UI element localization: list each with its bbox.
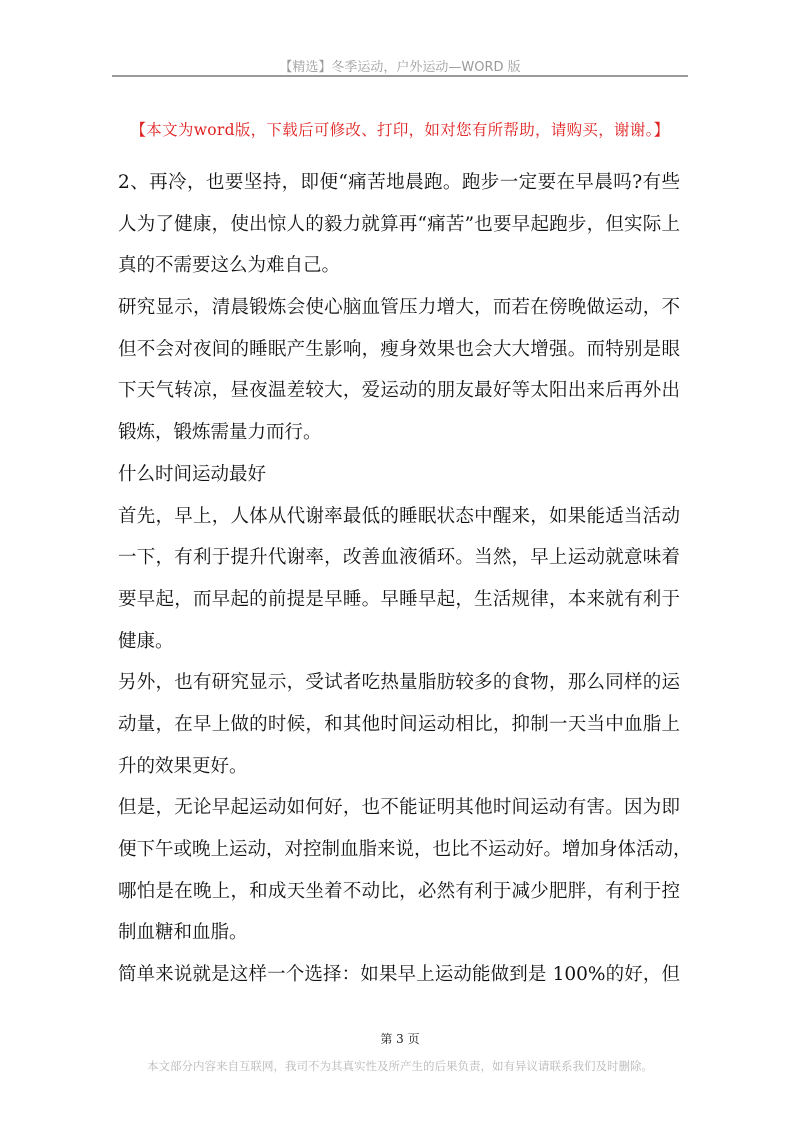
body-text-line: 一下，有利于提升代谢率，改善血液循环。当然，早上运动就意味着: [118, 547, 680, 569]
body-text-line: 健康。: [118, 630, 174, 652]
body-text-line: 动量，在早上做的时候，和其他时间运动相比，抑制一天当中血脂上: [118, 713, 680, 735]
body-text-line: 哪怕是在晚上，和成天坐着不动比，必然有利于减少肥胖，有利于控: [118, 880, 680, 902]
body-text-line: 便下午或晚上运动，对控制血脂来说，也比不运动好。增加身体活动，: [118, 839, 692, 860]
body-text-line: 但是，无论早起运动如何好，也不能证明其他时间运动有害。因为即: [118, 797, 680, 819]
body-text-line: 首先，早上，人体从代谢率最低的睡眠状态中醒来，如果能适当活动: [118, 505, 680, 527]
body-text-line: 人为了健康，使出惊人的毅力就算再“痛苦”也要早起跑步，但实际上: [118, 213, 680, 235]
body-text-line: 但不会对夜间的睡眠产生影响，瘦身效果也会大大增强。而特别是眼: [118, 338, 680, 360]
body-text-line: 真的不需要这么为难自己。: [118, 255, 341, 277]
body-text-line: 另外，也有研究显示，受试者吃热量脂肪较多的食物，那么同样的运: [118, 672, 680, 694]
body-text-line: 研究显示，清晨锻炼会使心脑血管压力增大，而若在傍晚做运动，不: [118, 297, 680, 319]
page-header: 【精选】冬季运动，户外运动—WORD 版: [279, 60, 521, 75]
body-text-line: 升的效果更好。: [118, 755, 248, 777]
body-text-line: 2、再冷，也要坚持，即便“痛苦地晨跑。跑步一定要在早晨吗?有些: [118, 172, 680, 193]
body-text-line: 下天气转凉，昼夜温差较大，爱运动的朋友最好等太阳出来后再外出: [118, 380, 680, 402]
body-text-line: 简单来说就是这样一个选择：如果早上运动能做到是 100%的好，但: [118, 964, 680, 986]
body-text-line: 制血糖和血脂。: [118, 922, 248, 944]
page-footer-disclaimer: 本文部分内容来自互联网，我司不为其真实性及所产生的后果负责，如有异议请联系我们及时删除。: [147, 1059, 653, 1073]
body-text-line: 锻炼，锻炼需量力而行。: [118, 422, 322, 444]
body-text-line: 什么时间运动最好: [118, 463, 267, 485]
page-number: 第 3 页: [380, 1032, 420, 1046]
body-text-line: 要早起，而早起的前提是早睡。早睡早起，生活规律，本来就有利于: [118, 588, 680, 610]
header-divider: [112, 75, 688, 77]
document-body: [118, 168, 692, 1002]
download-notice: 【本文为word版，下载后可修改、打印，如对您有所帮助，请购买，谢谢。】: [130, 121, 670, 139]
